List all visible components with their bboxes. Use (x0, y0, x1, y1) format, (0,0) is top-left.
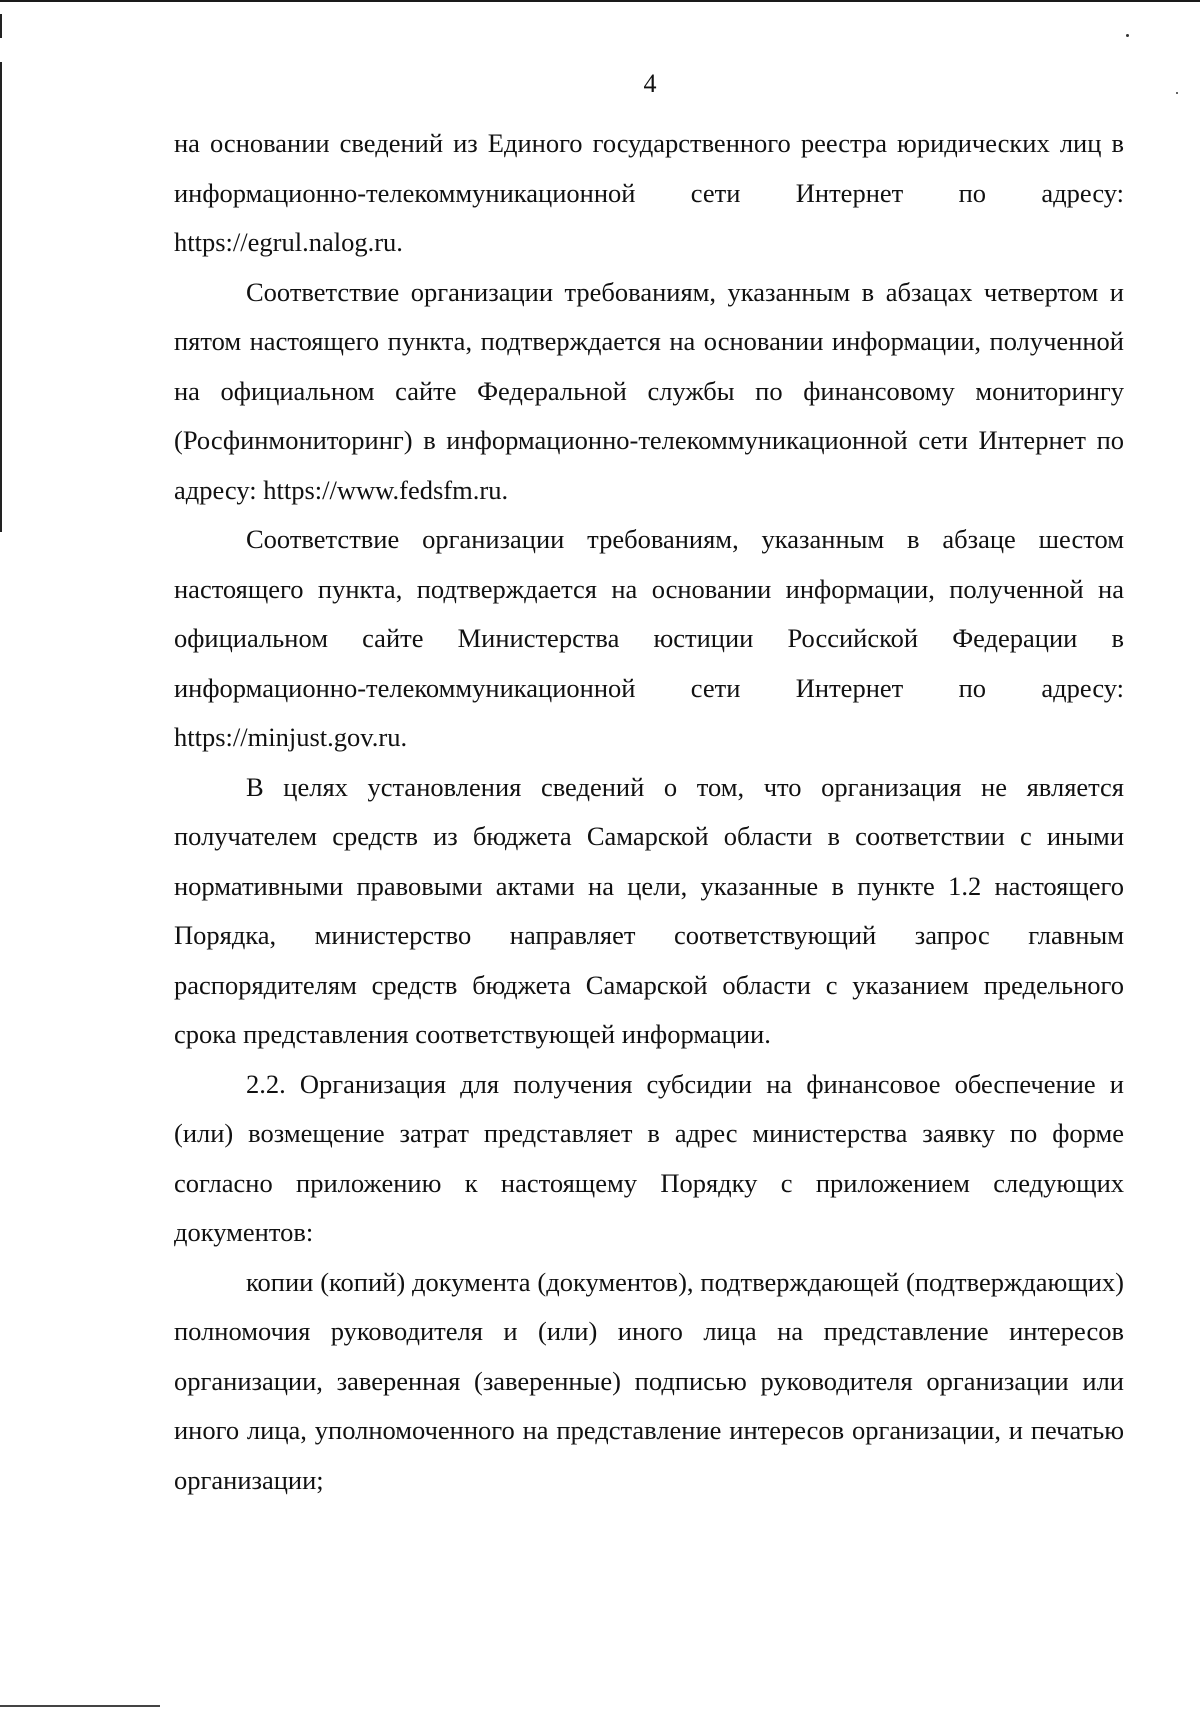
page-number: 4 (643, 69, 657, 98)
scan-border-top (0, 0, 1200, 2)
paragraph: Соответствие организации требованиям, указанным в абзаце шестом настоящего пункта, подтверждается на основании информации, полученной на официальном сайте Министерства юстиции Российской Федерации в информационно-телекоммуникационной сети Интернет по адресу: https://minjust.gov.ru. (174, 524, 1124, 752)
scan-edge-mark (0, 14, 2, 38)
paragraph: копии (копий) документа (документов), подтверждающей (подтверждающих) полномочия руководителя и (или) иного лица на представление интересов организации, заверенная (заверенные) подписью руководителя организации или иного лица, уполномоченного на представление интересов организации, и печатью организации; (174, 1266, 1124, 1495)
paragraph: на основании сведений из Единого государственного реестра юридических лиц в информационно-телекоммуникационной сети Интернет по адресу: https://egrul.nalog.ru. (174, 128, 1124, 257)
scan-speck (1126, 34, 1129, 37)
scan-edge-mark (0, 62, 2, 532)
paragraph: Соответствие организации требованиям, указанным в абзацах четвертом и пятом настоящего пункта, подтверждается на основании информации, полученной на официальном сайте Федеральной службы по финансовому мониторингу (Росфинмониторинг) в информационно-телекоммуникационной сети Интернет по адресу: https://www.fedsfm.ru. (174, 276, 1124, 505)
paragraph: 2.2. Организация для получения субсидии на финансовое обеспечение и (или) возмещение затрат представляет в адрес министерства заявку по форме согласно приложению к настоящему Порядку с приложением следующих документов: (174, 1068, 1124, 1247)
document-body (174, 119, 1124, 1505)
paragraph: В целях установления сведений о том, что организация не является получателем средств из бюджета Самарской области в соответствии с иными нормативными правовыми актами на цели, указанные в пункте 1.2 настоящего Порядка, министерство направляет соответствующий запрос главным распорядителям средств бюджета Самарской области с указанием предельного срока представления соответствующей информации. (174, 771, 1124, 1049)
scan-border-bottom (0, 1705, 160, 1707)
